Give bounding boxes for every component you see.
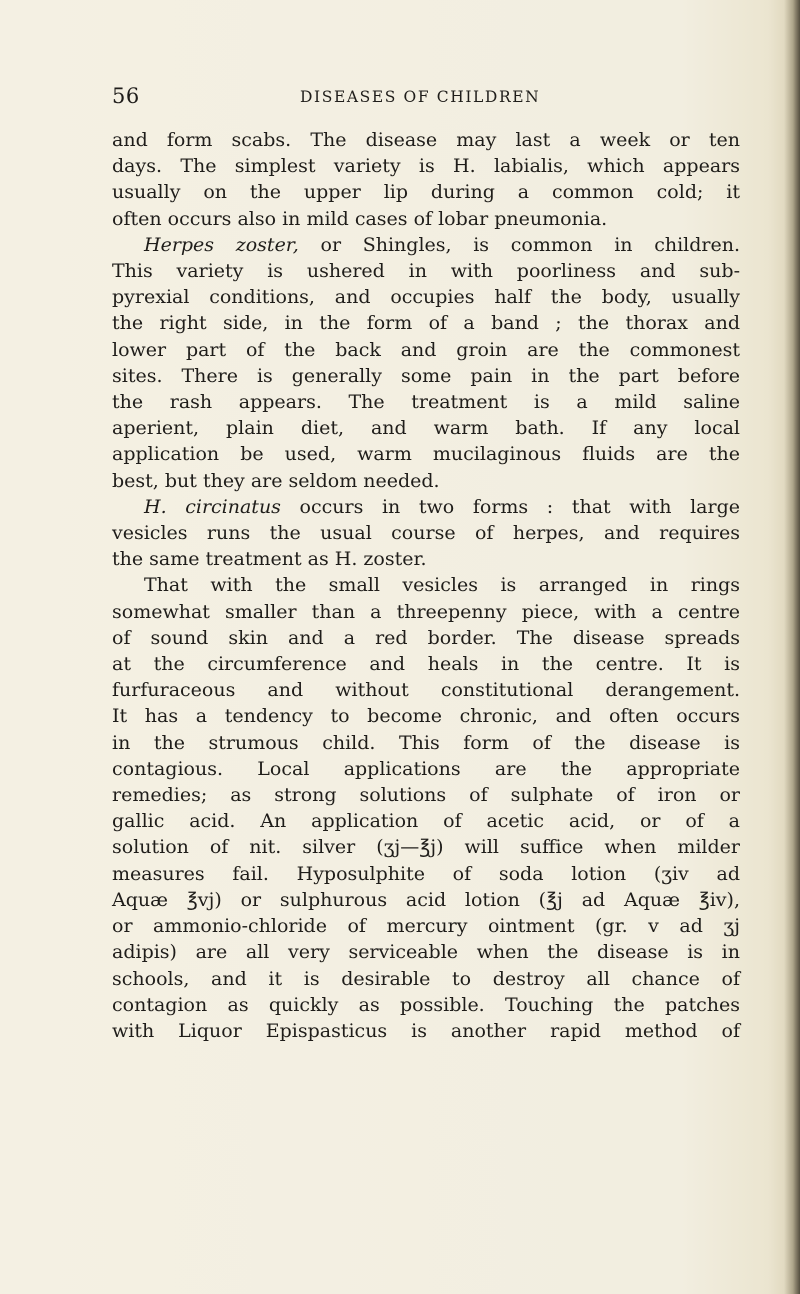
running-title: DISEASES OF CHILDREN xyxy=(300,88,541,106)
text-line: the right side, in the form of a band ; the thorax and xyxy=(112,312,740,335)
text-line-rest: or Shingles, is common in children. xyxy=(298,233,740,256)
text-line: aperient, plain diet, and warm bath. If any local xyxy=(112,417,740,440)
italic-term-herpes-zoster: Herpes zoster, xyxy=(144,233,299,256)
text-line: with Liquor Epispasticus is another rapid method of xyxy=(112,1019,740,1042)
text-line: This variety is ushered in with poorliness and sub- xyxy=(112,260,740,283)
text-line: schools, and it is desirable to destroy all chance of xyxy=(112,967,740,990)
body-text xyxy=(112,127,740,1044)
text-line: days. The simplest variety is H. labialis, which appears xyxy=(112,155,740,178)
text-line: sites. There is generally some pain in the part before xyxy=(112,364,740,387)
text-line xyxy=(112,494,740,520)
text-line: That with the small vesicles is arranged in rings xyxy=(144,574,740,597)
text-line: furfuraceous and without constitutional derangement. xyxy=(112,679,740,702)
page-edge-shadow xyxy=(784,0,800,1294)
text-line: somewhat smaller than a threepenny piece, with a centre xyxy=(112,600,740,623)
text-line: lower part of the back and groin are the commonest xyxy=(112,338,740,361)
text-line xyxy=(112,232,740,258)
text-line: It has a tendency to become chronic, and often occurs xyxy=(112,705,740,728)
text-line: best, but they are seldom needed. xyxy=(112,469,440,492)
text-line: of sound skin and a red border. The disease spreads xyxy=(112,626,740,649)
page-header xyxy=(0,84,800,112)
text-line: vesicles runs the usual course of herpes, and requires xyxy=(112,522,740,545)
text-line: usually on the upper lip during a common cold; it xyxy=(112,181,740,204)
text-line: or ammonio-chloride of mercury ointment (gr. v ad ʒj xyxy=(112,915,740,938)
text-line: Aquæ ℥vj) or sulphurous acid lotion (℥j ad Aquæ ℥iv), xyxy=(112,888,740,911)
text-line-rest: occurs in two forms : that with large xyxy=(280,495,740,518)
text-line: in the strumous child. This form of the disease is xyxy=(112,731,740,754)
page-number: 56 xyxy=(112,84,140,108)
text-line: the same treatment as H. zoster. xyxy=(112,548,427,571)
text-line: and form scabs. The disease may last a week or ten xyxy=(112,129,740,151)
text-line: contagion as quickly as possible. Touching the patches xyxy=(112,993,740,1016)
text-line: application be used, warm mucilaginous fluids are the xyxy=(112,443,740,466)
italic-term-h-circinatus: H. circinatus xyxy=(144,495,281,518)
text-line: measures fail. Hyposulphite of soda lotion (ʒiv ad xyxy=(112,862,740,885)
text-line: solution of nit. silver (ʒj—℥j) will suffice when milder xyxy=(112,836,740,859)
text-line: the rash appears. The treatment is a mild saline xyxy=(112,391,740,414)
text-line: pyrexial conditions, and occupies half the body, usually xyxy=(112,286,740,309)
text-line: adipis) are all very serviceable when the disease is in xyxy=(112,941,740,964)
text-line: contagious. Local applications are the appropriate xyxy=(112,757,740,780)
text-line: at the circumference and heals in the centre. It is xyxy=(112,653,740,676)
text-line: often occurs also in mild cases of lobar pneumonia. xyxy=(112,207,608,230)
text-line: remedies; as strong solutions of sulphate of iron or xyxy=(112,784,740,807)
text-line: gallic acid. An application of acetic acid, or of a xyxy=(112,810,740,833)
